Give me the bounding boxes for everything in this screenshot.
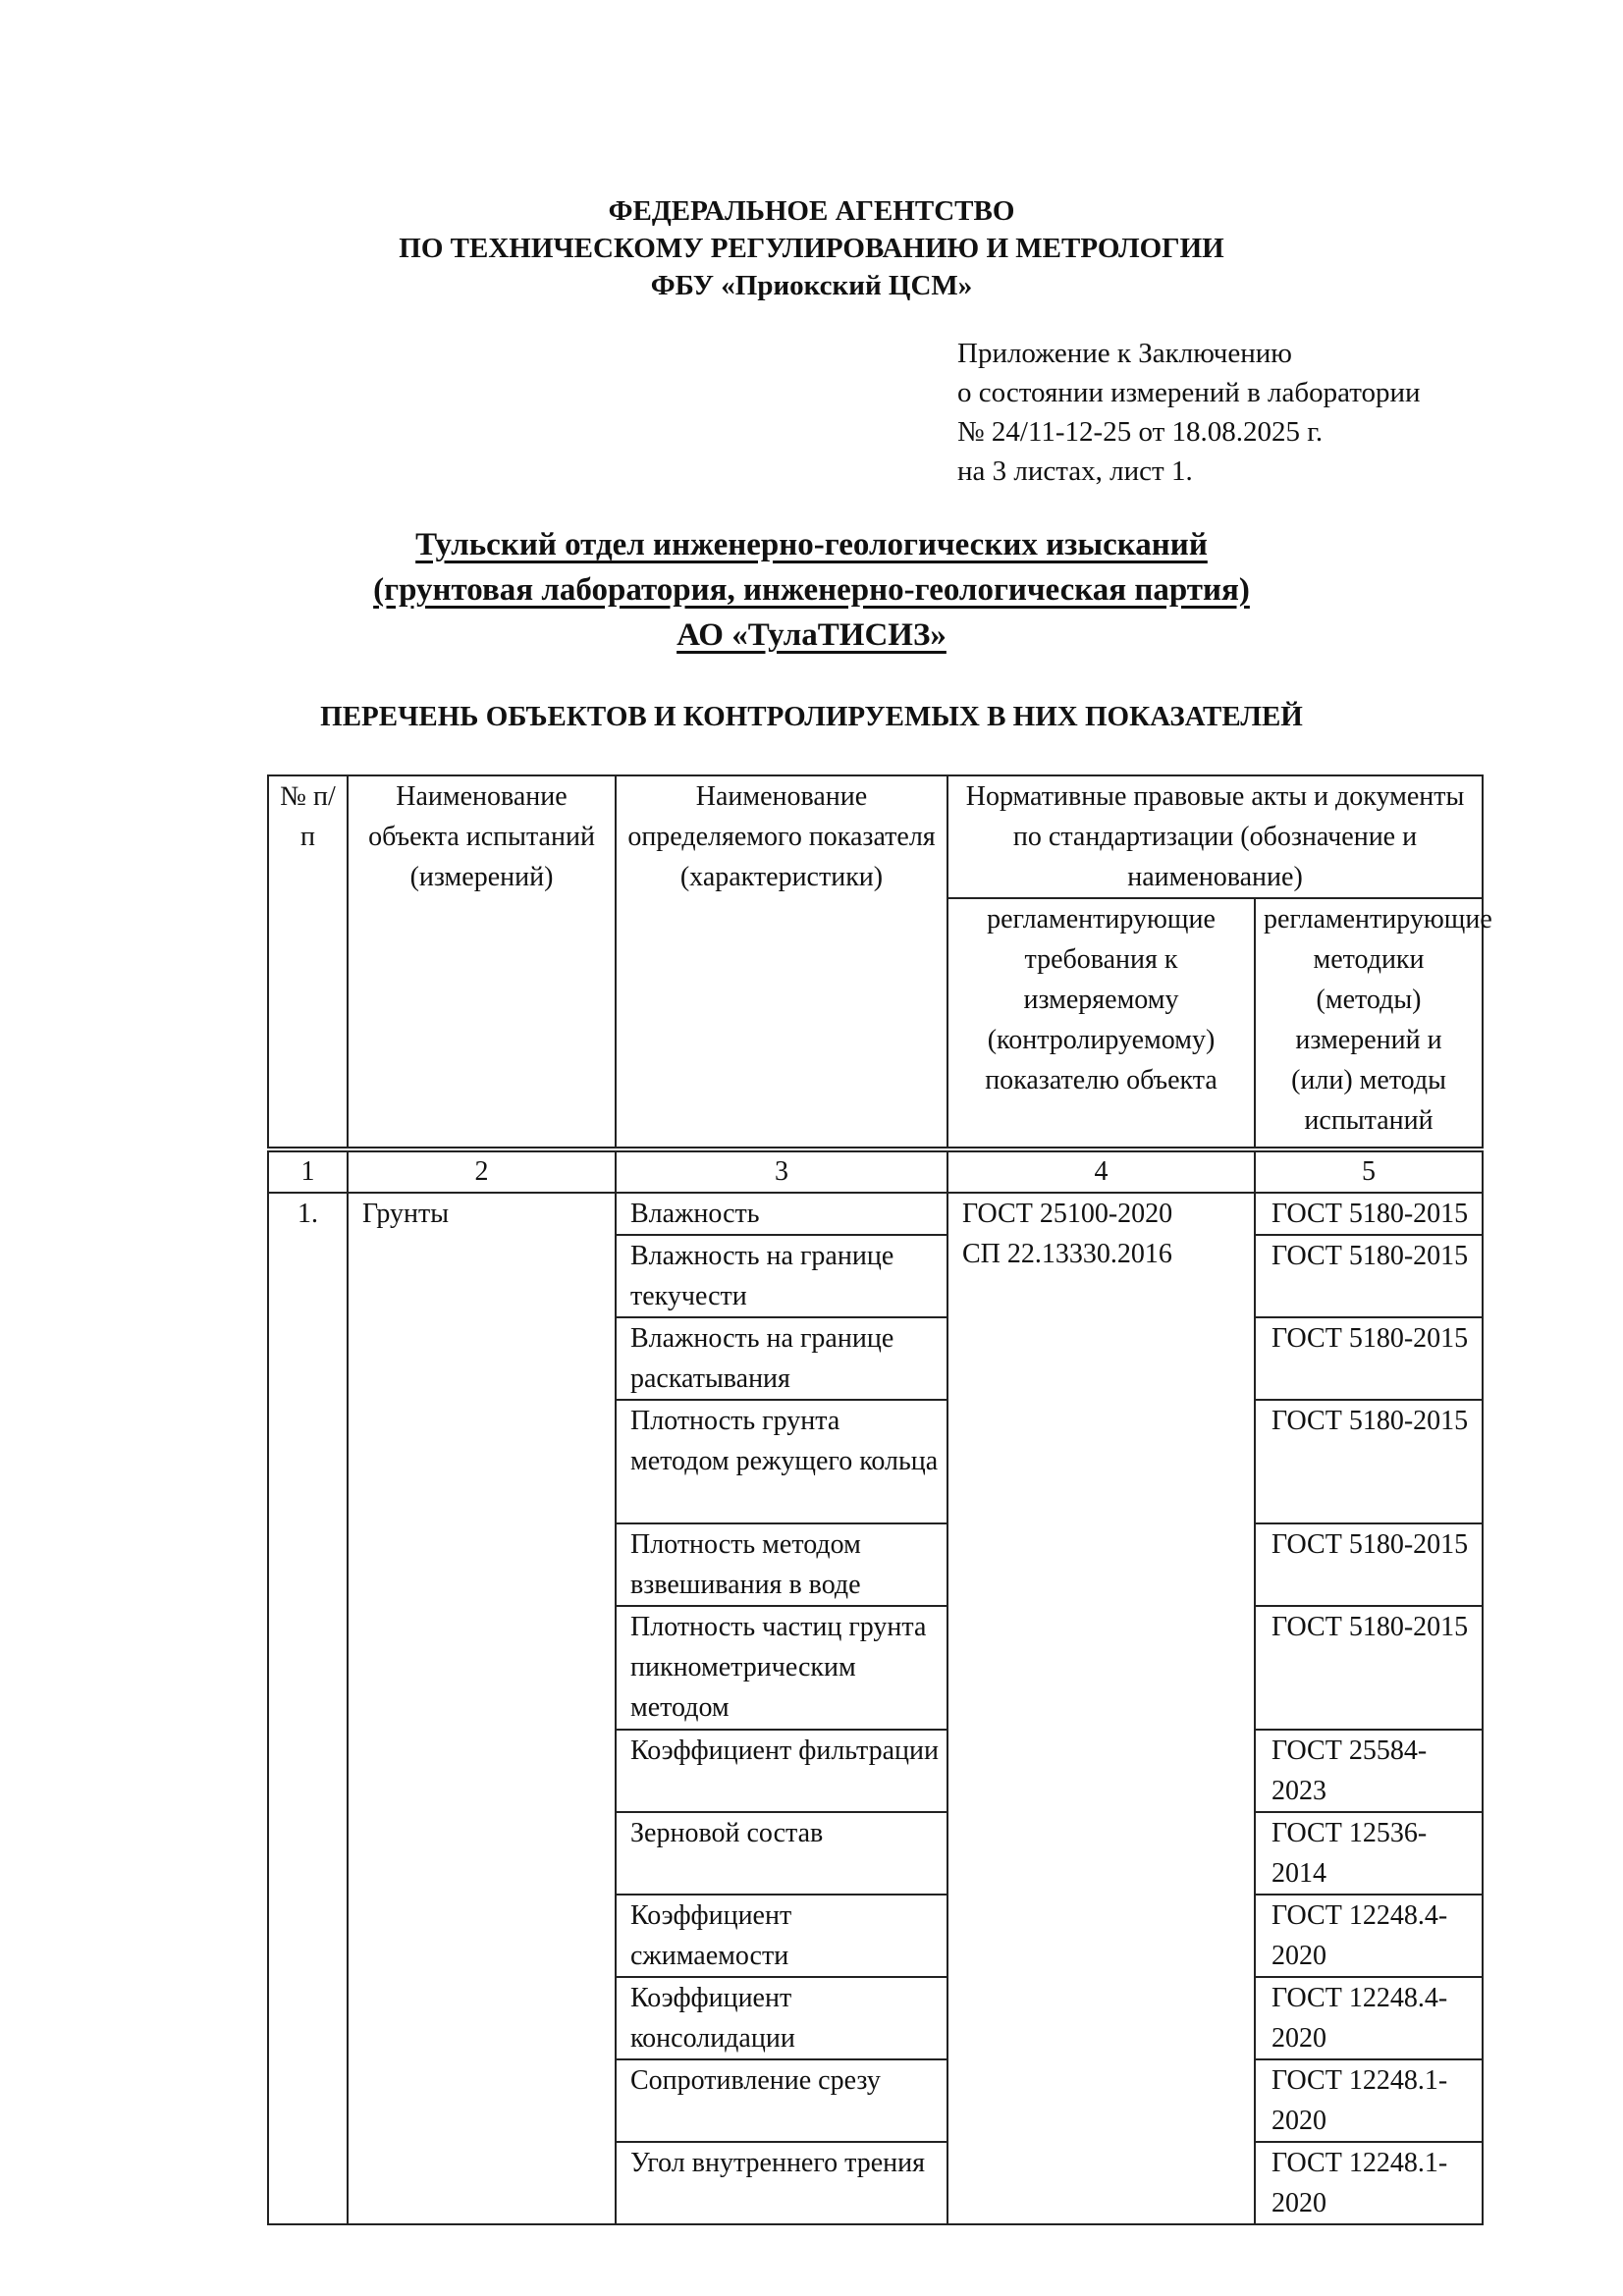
indicator-name: Влажность на границе раскатывания [616,1317,947,1400]
table-header [267,774,1492,1148]
agency-header [0,192,1623,304]
indicator-name: Плотность частиц грунта пикнометрическим методом [616,1606,947,1730]
organization-line-2: (грунтовая лаборатория, инженерно-геологическая партия) [373,572,1250,608]
requirements-docs [947,1193,1255,2224]
annex-line-3: № 24/11-12-25 от 18.08.2025 г. [957,416,1324,448]
object-name: Грунты [348,1193,616,2224]
indicator-name: Коэффициент фильтрации [616,1730,947,1812]
annex-line-1: Приложение к Заключению [957,338,1292,369]
organization-line-3: АО «ТулаТИСИЗ» [676,617,947,653]
method-doc: ГОСТ 5180-2015 [1255,1606,1483,1730]
method-doc: ГОСТ 12248.1-2020 [1255,2059,1483,2142]
header-col-regulatory: Нормативные правовые акты и документы по стандартизации (обозначение и наименование) [947,775,1483,898]
method-doc: ГОСТ 5180-2015 [1255,1193,1483,1235]
agency-line-3: ФБУ «Приокский ЦСМ» [650,270,973,301]
method-doc: ГОСТ 12248.4-2020 [1255,1895,1483,1977]
column-number: 1 [268,1151,348,1193]
method-doc: ГОСТ 5180-2015 [1255,1235,1483,1317]
indicator-name: Влажность [616,1193,947,1235]
indicator-name: Плотность методом взвешивания в воде [616,1523,947,1606]
indicator-name: Влажность на границе текучести [616,1235,947,1317]
organization-title [0,522,1623,658]
method-doc: ГОСТ 12536-2014 [1255,1812,1483,1895]
indicator-name: Угол внутреннего трения [616,2142,947,2224]
header-col-requirements: регламентирующие требования к измеряемому (контролируемому) показателю объекта [947,898,1255,1148]
column-number: 5 [1255,1151,1483,1193]
requirements-doc-2: СП 22.13330.2016 [962,1239,1172,1269]
method-doc: ГОСТ 25584-2023 [1255,1730,1483,1812]
column-number: 3 [616,1151,947,1193]
annex-line-2: о состоянии измерений в лаборатории [957,377,1421,408]
method-doc: ГОСТ 5180-2015 [1255,1400,1483,1523]
method-doc: ГОСТ 5180-2015 [1255,1523,1483,1606]
indicators-table [267,1150,1484,2225]
requirements-doc-1: ГОСТ 25100-2020 [962,1199,1173,1229]
method-doc: ГОСТ 12248.1-2020 [1255,2142,1483,2224]
agency-line-1: ФЕДЕРАЛЬНОЕ АГЕНТСТВО [608,195,1015,227]
indicator-name: Плотность грунта методом режущего кольца [616,1400,947,1523]
method-doc: ГОСТ 12248.4-2020 [1255,1977,1483,2059]
indicator-name: Зерновой состав [616,1812,947,1895]
column-number: 2 [348,1151,616,1193]
list-title: ПЕРЕЧЕНЬ ОБЪЕКТОВ И КОНТРОЛИРУЕМЫХ В НИХ ПОКАЗАТЕЛЕЙ [320,701,1303,732]
indicator-name: Коэффициент сжимаемости [616,1895,947,1977]
header-col-indicator: Наименование определяемого показателя (характеристики) [616,775,947,1148]
organization-line-1: Тульский отдел инженерно-геологических изысканий [415,527,1208,562]
table-row [268,1193,1483,1235]
header-col-number: № п/п [268,775,348,1148]
row-number: 1. [268,1193,348,2224]
column-number: 4 [947,1151,1255,1193]
method-doc: ГОСТ 5180-2015 [1255,1317,1483,1400]
indicator-name: Коэффициент консолидации [616,1977,947,2059]
annex-line-4: на 3 листах, лист 1. [957,455,1193,487]
agency-line-2: ПО ТЕХНИЧЕСКОМУ РЕГУЛИРОВАНИЮ И МЕТРОЛОГИИ [399,233,1224,264]
header-col-object: Наименование объекта испытаний (измерений) [348,775,616,1148]
indicator-name: Сопротивление срезу [616,2059,947,2142]
column-numbers-row [268,1151,1483,1193]
header-col-methods: регламентирующие методики (методы) измерений и (или) методы испытаний [1255,898,1483,1148]
annex-reference [957,334,1421,491]
